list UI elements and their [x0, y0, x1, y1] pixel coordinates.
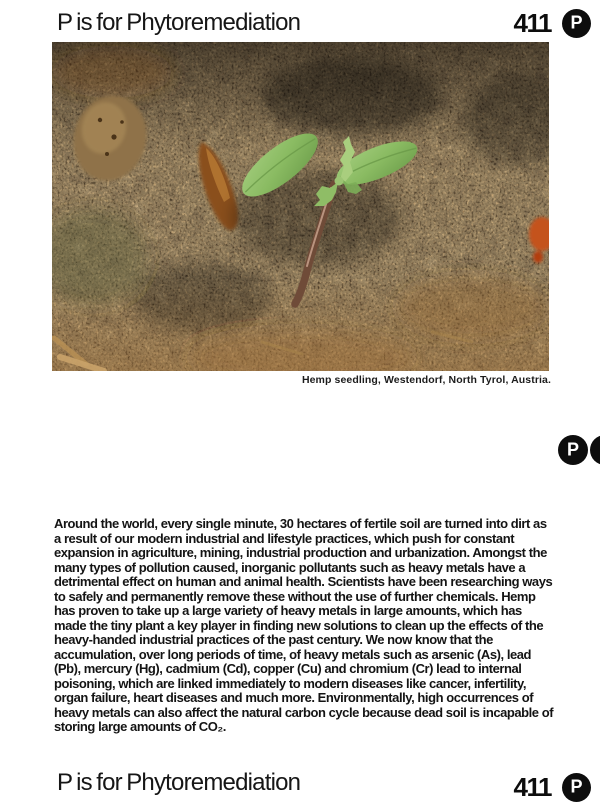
letter-p-badge-icon: [558, 435, 588, 465]
footer-page-number: 411: [513, 772, 551, 802]
header-page-marker: [514, 8, 591, 38]
badge-letter: P: [570, 12, 583, 33]
badge-letter: P: [570, 776, 583, 797]
letter-p-badge-icon: [562, 773, 591, 802]
hemp-seedling-photo: [52, 42, 549, 371]
badge-letter: P: [566, 439, 579, 460]
article-paragraph: Around the world, every single minute, 30 hectares of fertile soil are turned into dirt as a result of our modern industrial and lifestyle practices, which push for constant expansion in agriculture, mining, industrial production and urbanization. Amongst the many types of pollution caused, inorganic pollutants such as heavy metals have a detrimental effect on human and animal health. Scientists have been researching ways to safely and permanently remove these without the use of further chemicals. Hemp has proven to take up a large variety of heavy metals in large amounts, which has made the tiny plant a key player in finding new solutions to clean up the effects of the heavy-handed industrial practices of the past century. We now know that the accumulation, over long periods of time, of heavy metals such as arsenic (As), lead (Pb), mercury (Hg), cadmium (Cd), copper (Cu) and chromium (Cr) lead to internal poisoning, which are linked immediately to modern diseases like cancer, infertility, organ failure, heart diseases and much more. Environmentally, high occurrences of heavy metals can also affect the natural carbon cycle because dead soil is incapable of storing large amounts of CO₂.: [54, 516, 554, 734]
letter-p-badge-icon: [562, 9, 591, 38]
footer-title: P is for Phytoremediation: [57, 769, 301, 796]
header-page-number: 411: [513, 8, 551, 38]
letter-p-badge-partial-icon: [590, 435, 600, 465]
footer-page-marker: [514, 772, 591, 802]
header-title: P is for Phytoremediation: [57, 9, 301, 36]
photo-caption: Hemp seedling, Westendorf, North Tyrol, Austria.: [301, 374, 551, 386]
side-page-markers: [558, 435, 600, 465]
hemp-seedling-photo-illustration: [52, 42, 549, 371]
